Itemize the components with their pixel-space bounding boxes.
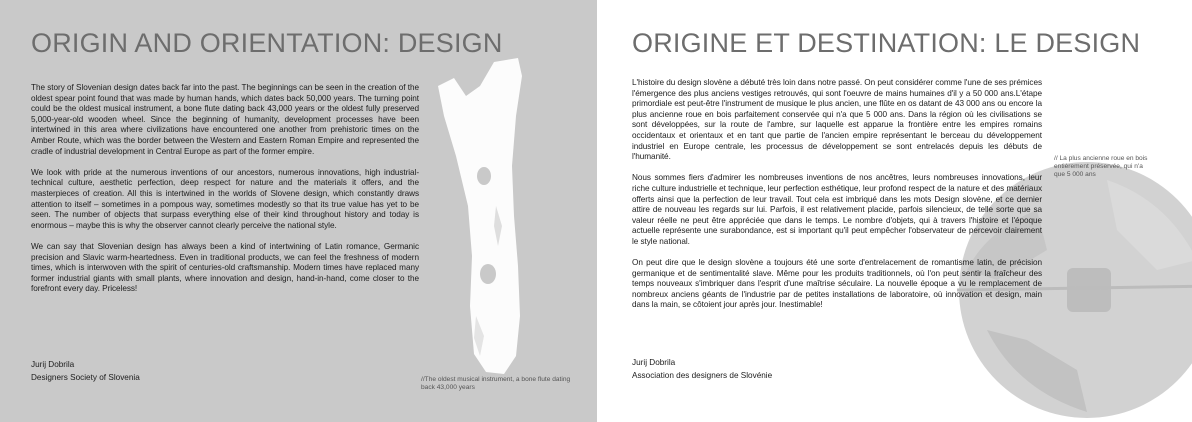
signature-organization: Association des designers de Slovénie (632, 371, 773, 380)
article-body (632, 78, 1042, 322)
signature-name: Jurij Dobrila (31, 360, 75, 369)
image-caption: // La plus ancienne roue en bois entièrement préservée, qui n'a que 5 000 ans (1054, 155, 1148, 179)
paragraph: Nous sommes fiers d'admirer les nombreuses inventions de nos ancêtres, leurs nombreuses innovations, leur riche culture industrielle et technique, leur perfection esthétique, leur profond respect de la nature et des matériaux offerts ainsi que la perfection de leur travail. Tout cela est imbriqué dans les mots Design slovène, et ce dernier attire de nouveau les regards sur lui. Parfois, il est relativement placide, parfois silencieux, de telle sorte que sa valeur réelle ne peut être appréciée que dans le temps. Le nombre d'objets, qui à travers l'histoire et l'époque actuelle représente une surabondance, est si important qu'il peut empêcher l'observateur de percevoir clairement le style national. (632, 173, 1042, 246)
paragraph: We can say that Slovenian design has always been a kind of intertwining of Latin romance, Germanic precision and Slavic warm-heartedness. Even in traditional products, we can feel the freshness of modern times, which is interwoven with the spirit of centuries-old craftsmanship. Modern times have replaced many former industrial giants with small plants, where innovation and design, hand-in-hand, come closer to the forefront every day. Priceless! (31, 241, 419, 294)
image-caption: //The oldest musical instrument, a bone flute dating back 43,000 years (421, 376, 571, 392)
page-title: ORIGINE ET DESTINATION: LE DESIGN (632, 28, 1141, 58)
paragraph: We look with pride at the numerous inventions of our ancestors, numerous innovations, high industrial-technical culture, aesthetic perfection, deep respect for nature and the materials it offers, and the masterpieces of creation. All this is intertwined in the worlds of Slovene design, which constantly draws attention to itself – sometimes in a pompous way, sometimes modestly so that its true value has yet to be seen. The number of objects that surpass everything else of their kind throughout history and today is enormous – maybe this is why the observer cannot clearly perceive the national style. (31, 167, 419, 230)
bone-flute-illustration (436, 56, 546, 376)
article-body (31, 83, 419, 305)
paragraph: L'histoire du design slovène a débuté très loin dans notre passé. On peut considérer comme l'une de ses prémices l'émergence des plus anciens vestiges retrouvés, qui sont l'oeuvre de mains humaines d'il y a 50 000 ans.L'étape primordiale est peut-être l'instrument de musique le plus ancien, une flûte en os datant de 43 000 ans ou encore la plus ancienne roue en bois parfaitement conservée qui n'a que 5 000 ans. Dans la région où les civilisations se sont développées, sur la route de l'ambre, sur laquelle est apparue la frontière entre les empires romains occidentaux et orientaux et en tant que partie de l'ancien empire représentant le berceau du développement industriel en Europe centrale, les processus de développement se sont entrelacés depuis les débuts de l'humanité. (632, 78, 1042, 162)
french-page (597, 0, 1192, 422)
signature-name: Jurij Dobrila (632, 358, 676, 367)
signature-organization: Designers Society of Slovenia (31, 373, 140, 382)
signature (632, 356, 772, 382)
signature (31, 358, 140, 384)
paragraph: The story of Slovenian design dates back far into the past. The beginnings can be seen in the creation of the oldest spear point found that was made by human hands, which dates back 50,000 years. The turning point could be the oldest musical instrument, a bone flute dating back 43,000 years or the oldest fully preserved 5,000-year-old wooden wheel. Since the beginning of humanity, development processes have been intertwined in this area where civilizations have encountered one another from prehistoric times on the Amber Route, which was the border between the Western and Eastern Roman Empire and represented the cradle of industrial development in Central Europe as part of the former empire. (31, 83, 419, 156)
paragraph: On peut dire que le design slovène a toujours été une sorte d'entrelacement de romantisme latin, de précision germanique et de sentimentalité slave. Même pour les produits traditionnels, où l'on peut sentir la fraîcheur des temps nouveaux s'imbriquer dans l'esprit d'une maîtrise séculaire. La nouvelle époque a vu le remplacement de nombreux anciens géants de l'industrie par de petites installations de laboratoire, où innovation et design, main dans la main, se côtoient jour après jour. Inestimable! (632, 258, 1042, 310)
page-title: ORIGIN AND ORIENTATION: DESIGN (31, 28, 503, 58)
